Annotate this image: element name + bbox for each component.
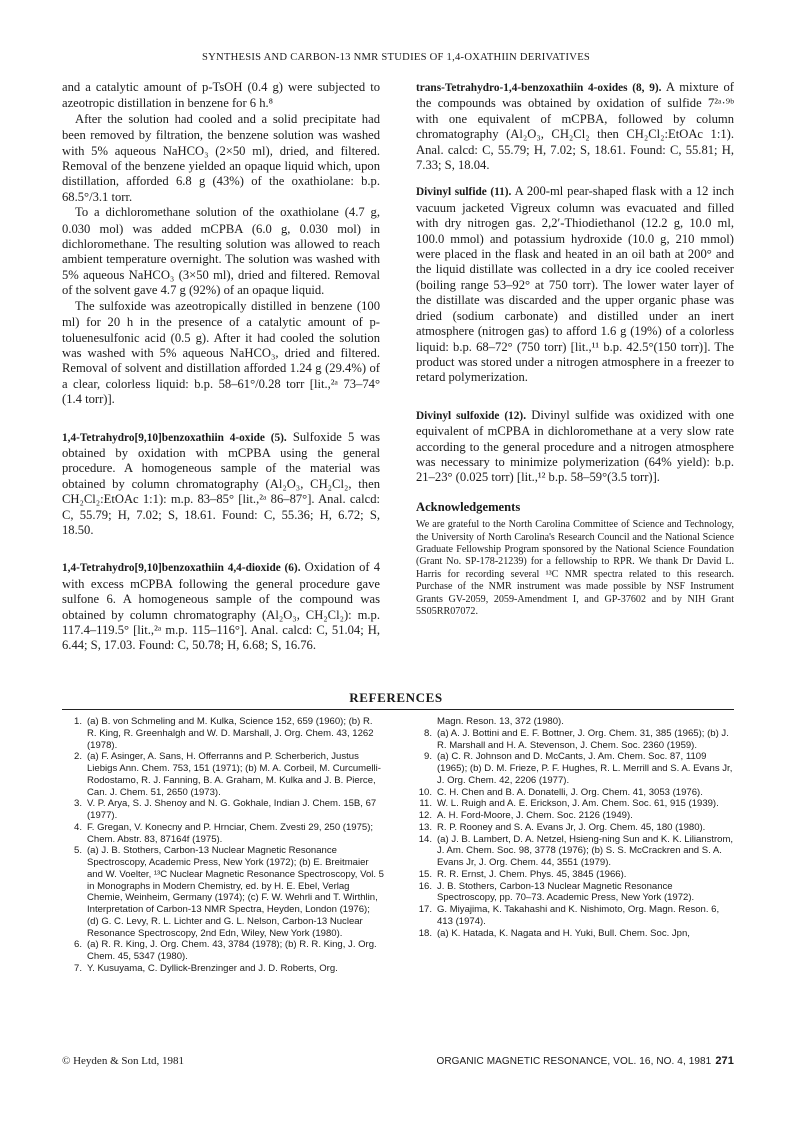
paragraph-text: After the solution had cooled and a solid precipitate had been removed by filtration, the benzene solution was washed with 5% aqueous NaHCO₃ (2×50 ml), dried, and filtered. Removal of the benzene yielded an opaque liquid which, upon distillation, afforded 6.8 g (43%) of the oxathiolane: b.p. 68.5°/3.1 torr.	[62, 111, 380, 204]
reference-number: 15.	[418, 868, 432, 880]
reference-number: 9.	[424, 751, 432, 763]
reference-text: (a) B. von Schmeling and M. Kulka, Science 152, 659 (1960); (b) R. R. King, R. Greenhalgh and W. D. Marshall, J. Org. Chem. 43, 1262 (1978).	[87, 716, 374, 751]
reference-item	[62, 798, 384, 822]
reference-item	[412, 881, 734, 905]
reference-text: V. P. Arya, S. J. Shenoy and N. G. Gokhale, Indian J. Chem. 15B, 67 (1977).	[87, 798, 377, 821]
section-runin-heading: Divinyl sulfoxide (12).	[416, 409, 527, 422]
reference-item	[62, 751, 384, 798]
reference-number: 6.	[74, 939, 82, 951]
reference-item	[412, 834, 734, 869]
reference-number: 16.	[418, 880, 432, 892]
reference-item	[412, 869, 734, 881]
reference-text: A. H. Ford-Moore, J. Chem. Soc. 2126 (1949).	[437, 810, 633, 821]
reference-number: 7.	[74, 962, 82, 974]
reference-text: Magn. Reson. 13, 372 (1980).	[437, 716, 564, 727]
reference-text: (a) C. R. Johnson and D. McCants, J. Am. Chem. Soc. 87, 1109 (1965); (b) D. M. Frieze, P. F. Hughes, R. L. Merrill and S. A. Evans Jr, J. Org. Chem. 42, 2206 (1977).	[437, 751, 733, 786]
references-divider	[62, 709, 734, 710]
reference-text: (a) R. R. King, J. Org. Chem. 43, 3784 (1978); (b) R. R. King, J. Org. Chem. 45, 5347 (1980).	[87, 939, 377, 962]
reference-number: 4.	[74, 821, 82, 833]
paragraph	[416, 80, 734, 173]
right-text-column	[416, 80, 734, 618]
reference-text: (a) J. B. Stothers, Carbon-13 Nuclear Magnetic Resonance Spectroscopy, Academic Press, New York (1972); (b) E. Breitmaier and W. Voelter, ¹³C Nuclear Magnetic Resonance Spectroscopy, Vol. 5 in Monographs in Modern Chemistry, ed. by H. E. Ebel, Verlag Chemie, Weinheim, Germany (1974); (c) F. W. Wehrli and T. Wirthlin, Interpretation of Carbon-13 NMR Spectra, Heyden, London (1976); (d) G. C. Levy, R. L. Lichter and G. L. Nelson, Carbon-13 Nuclear Resonance Spectroscopy, 2nd Edn, Wiley, New York (1980).	[87, 845, 384, 939]
reference-item	[412, 716, 734, 728]
reference-text: W. L. Ruigh and A. E. Erickson, J. Am. Chem. Soc. 61, 915 (1939).	[437, 798, 719, 810]
page-number: 271	[715, 1055, 734, 1067]
paragraph	[62, 205, 380, 298]
paragraph	[62, 80, 380, 112]
reference-number: 11.	[419, 798, 432, 810]
references-left-column	[62, 716, 384, 975]
reference-text: F. Gregan, V. Konecny and P. Hrnciar, Chem. Zvesti 29, 250 (1975); Chem. Abstr. 83, 87164f (1975).	[87, 821, 374, 845]
paragraph	[416, 184, 734, 385]
reference-number: 2.	[74, 751, 82, 763]
reference-item	[62, 822, 384, 846]
paragraph-text: Sulfoxide 5 was obtained by oxidation with mCPBA using the general procedure. A homogeneous sample of the material was obtained by column chromatography (Al₂O₃, CH₂Cl₂, then CH₂Cl₂:EtOAc 1:1): m.p. 83–85° [lit.,²ᵃ 86–87°]. Anal. calcd: C, 55.79; H, 7.02; S, 18.61. Found: C, 55.36; H, 6.72; S, 18.50.	[62, 429, 381, 537]
paragraph	[62, 430, 380, 539]
reference-text: (a) F. Asinger, A. Sans, H. Offerranns and P. Scherberich, Justus Liebigs Ann. Chem. 753, 151 (1971); (b) M. A. Corbeil, M. Curcumelli-Rodostamo, R. J. Fanning, B. A. Graham, M. Kulka and J. B. Pierce, Can. J. Chem. 51, 2650 (1973).	[87, 751, 381, 798]
reference-item	[412, 904, 734, 928]
reference-item	[412, 787, 734, 799]
reference-text: J. B. Stothers, Carbon-13 Nuclear Magnetic Resonance Spectroscopy, pp. 70–73. Academic Press, New York (1972).	[437, 880, 695, 904]
reference-text: R. P. Rooney and S. A. Evans Jr, J. Org. Chem. 45, 180 (1980).	[437, 821, 706, 833]
paragraph-text: The sulfoxide was azeotropically distilled in benzene (100 ml) for 20 h in the presence of a catalytic amount of p-toluenesulfonic acid (0.5 g). After it had cooled the solution was washed with 5% aqueous NaHCO₃, dried and filtered. Removal of solvent and distillation afforded 1.24 g (29.4%) of a clear, colorless liquid: b.p. 58–61°/0.28 torr [lit.,²ᵃ 73–74°(1.4 torr)].	[62, 298, 380, 407]
reference-item	[62, 963, 384, 975]
reference-item	[62, 716, 384, 751]
section-runin-heading: 1,4-Tetrahydro[9,10]benzoxathiin 4-oxide (5).	[62, 431, 287, 444]
reference-item	[62, 939, 384, 963]
reference-number: 8.	[424, 727, 432, 739]
journal-footer	[436, 1055, 734, 1067]
reference-item	[412, 822, 734, 834]
paragraph-text: A mixture of the compounds was obtained by oxidation of sulfide 7²ᵃ·⁹ᵇ with one equivalent of mCPBA, followed by column chromatography (Al₂O₃, CH₂Cl₂ then CH₂Cl₂:EtOAc 1:1). Anal. calcd: C, 55.79; H, 7.02; S, 18.61. Found: C, 55.81; H, 7.33; S, 18.04.	[416, 80, 734, 173]
paragraph	[62, 299, 380, 408]
section-runin-heading: 1,4-Tetrahydro[9,10]benzoxathiin 4,4-dioxide (6).	[62, 562, 301, 575]
reference-text: Y. Kusuyama, C. Dyllick-Brenzinger and J. D. Roberts, Org.	[87, 962, 338, 974]
reference-item	[412, 728, 734, 752]
reference-number: 1.	[74, 716, 82, 727]
paragraph	[62, 560, 380, 653]
reference-text: G. Miyajima, K. Takahashi and K. Nishimoto, Org. Magn. Reson. 6, 413 (1974).	[437, 904, 720, 927]
reference-item	[412, 751, 734, 786]
references-heading: REFERENCES	[349, 690, 443, 705]
section-runin-heading: Divinyl sulfide (11).	[416, 186, 512, 199]
reference-item	[412, 798, 734, 810]
reference-item	[62, 845, 384, 939]
reference-text: (a) A. J. Bottini and E. F. Bottner, J. Org. Chem. 31, 385 (1965); (b) J. R. Marshall and H. A. Stevenson, J. Chem. Soc. 2360 (1959).	[437, 727, 729, 751]
paragraph-text: and a catalytic amount of p-TsOH (0.4 g) were subjected to azeotropic distillation in benzene for 6 h.⁸	[62, 80, 380, 111]
reference-text: (a) J. B. Lambert, D. A. Netzel, Hsieng-ning Sun and K. K. Lilianstrom, J. Am. Chem. Soc. 98, 3778 (1976); (b) S. S. McCrackren and S. A. Evans Jr, J. Org. Chem. 44, 3551 (1979).	[437, 833, 734, 868]
copyright-footer: © Heyden & Son Ltd, 1981	[62, 1055, 185, 1067]
acknowledgements-heading: Acknowledgements	[416, 499, 521, 514]
references-right-column	[412, 716, 734, 939]
reference-number: 13.	[418, 821, 432, 833]
reference-number: 14.	[418, 833, 432, 845]
reference-item	[412, 928, 734, 940]
reference-number: 10.	[418, 786, 432, 798]
reference-number: 12.	[418, 810, 432, 821]
running-head: SYNTHESIS AND CARBON-13 NMR STUDIES OF 1,4-OXATHIIN DERIVATIVES	[201, 52, 591, 63]
left-text-column	[62, 80, 380, 654]
reference-item	[412, 810, 734, 822]
paragraph-text: A 200-ml pear-shaped flask with a 12 inch vacuum jacketed Vigreux column was evacuated and filled with dry nitrogen gas. 2,2′-Thiodiethanol (12.2 g, 10.0 ml, 100.0 mmol) and potassium hydroxide (10.0 g, 210 mmol) were placed in the flask and heated in an oil bath at 200° and the liquid distillate was collected in a dry ice cooled receiver (boiling range 53–92° at 750 torr). The lower water layer of the distillate was discarded and the upper organic phase was dried (sodium carbonate) and distilled under an inert atmosphere (nitrogen gas) to afford 1.6 g (19%) of a colorless liquid: b.p. 68–72° (750 torr) [lit.,¹¹ b.p. 42.5°(150 torr)]. The product was stored under a nitrogen atmosphere in a freezer to retard polymerization.	[416, 184, 734, 385]
paragraph	[416, 408, 734, 486]
reference-number: 17.	[418, 904, 432, 915]
reference-text: R. R. Ernst, J. Chem. Phys. 45, 3845 (1966).	[437, 868, 627, 880]
paragraph-text: Divinyl sulfide was oxidized with one equivalent of mCPBA in dichloromethane at a very slow rate according to the general procedure and a nitrogen atmosphere was necessary to minimize polymerization (64% yield): b.p. 21–23° (0.025 torr) [lit.,¹² b.p. 58–59°(3.5 torr)].	[416, 407, 734, 485]
section-runin-heading: trans-Tetrahydro-1,4-benzoxathiin 4-oxides (8, 9).	[416, 82, 662, 94]
reference-text: C. H. Chen and B. A. Donatelli, J. Org. Chem. 41, 3053 (1976).	[437, 786, 703, 798]
acknowledgements-text: We are grateful to the North Carolina Committee of Science and Technology, the University of North Carolina's Research Council and the National Science Graduate Fellowship Program sponsored by the National Science Foundation (Grant No. SP-178-21239) for a fellowship to RPR. We thank Dr David L. Harris for recording several ¹³C NMR spectra related to this research. Purchase of the NMR instrument was made possible by NSF Instrument Grants GV-2059, 2059-Amendment I, and GP-37602 and by NIH Grant 5S05RR07072.	[416, 519, 734, 617]
reference-text: (a) K. Hatada, K. Nagata and H. Yuki, Bull. Chem. Soc. Jpn,	[437, 927, 690, 939]
paragraph-text: To a dichloromethane solution of the oxathiolane (4.7 g, 0.030 mol) was added mCPBA (6.0 g, 0.030 mol) in dichloromethane. The resulting solution was allowed to reach ambient temperature overnight. The solution was washed with 5% aqueous NaHCO₃ (3×50 ml), dried and filtered. Removal of the solvent gave 4.7 g (92%) of an opaque liquid.	[62, 205, 380, 298]
reference-number: 18.	[418, 927, 432, 939]
paragraph	[62, 112, 380, 205]
reference-number: 5.	[74, 845, 82, 857]
journal-citation: ORGANIC MAGNETIC RESONANCE, VOL. 16, NO. 4, 1981	[436, 1056, 712, 1067]
reference-number: 3.	[74, 798, 82, 810]
paragraph-text: Oxidation of 4 with excess mCPBA following the general procedure gave sulfone 6. A homogeneous sample of the compound was obtained by column chromatography (Al₂O₃, CH₂Cl₂): m.p. 117.4–119.5° [lit.,²ᵃ m.p. 115–116°]. Anal. calcd: C, 51.04; H, 6.44; S, 17.03. Found: C, 50.78; H, 6.68; S, 16.76.	[62, 560, 380, 653]
